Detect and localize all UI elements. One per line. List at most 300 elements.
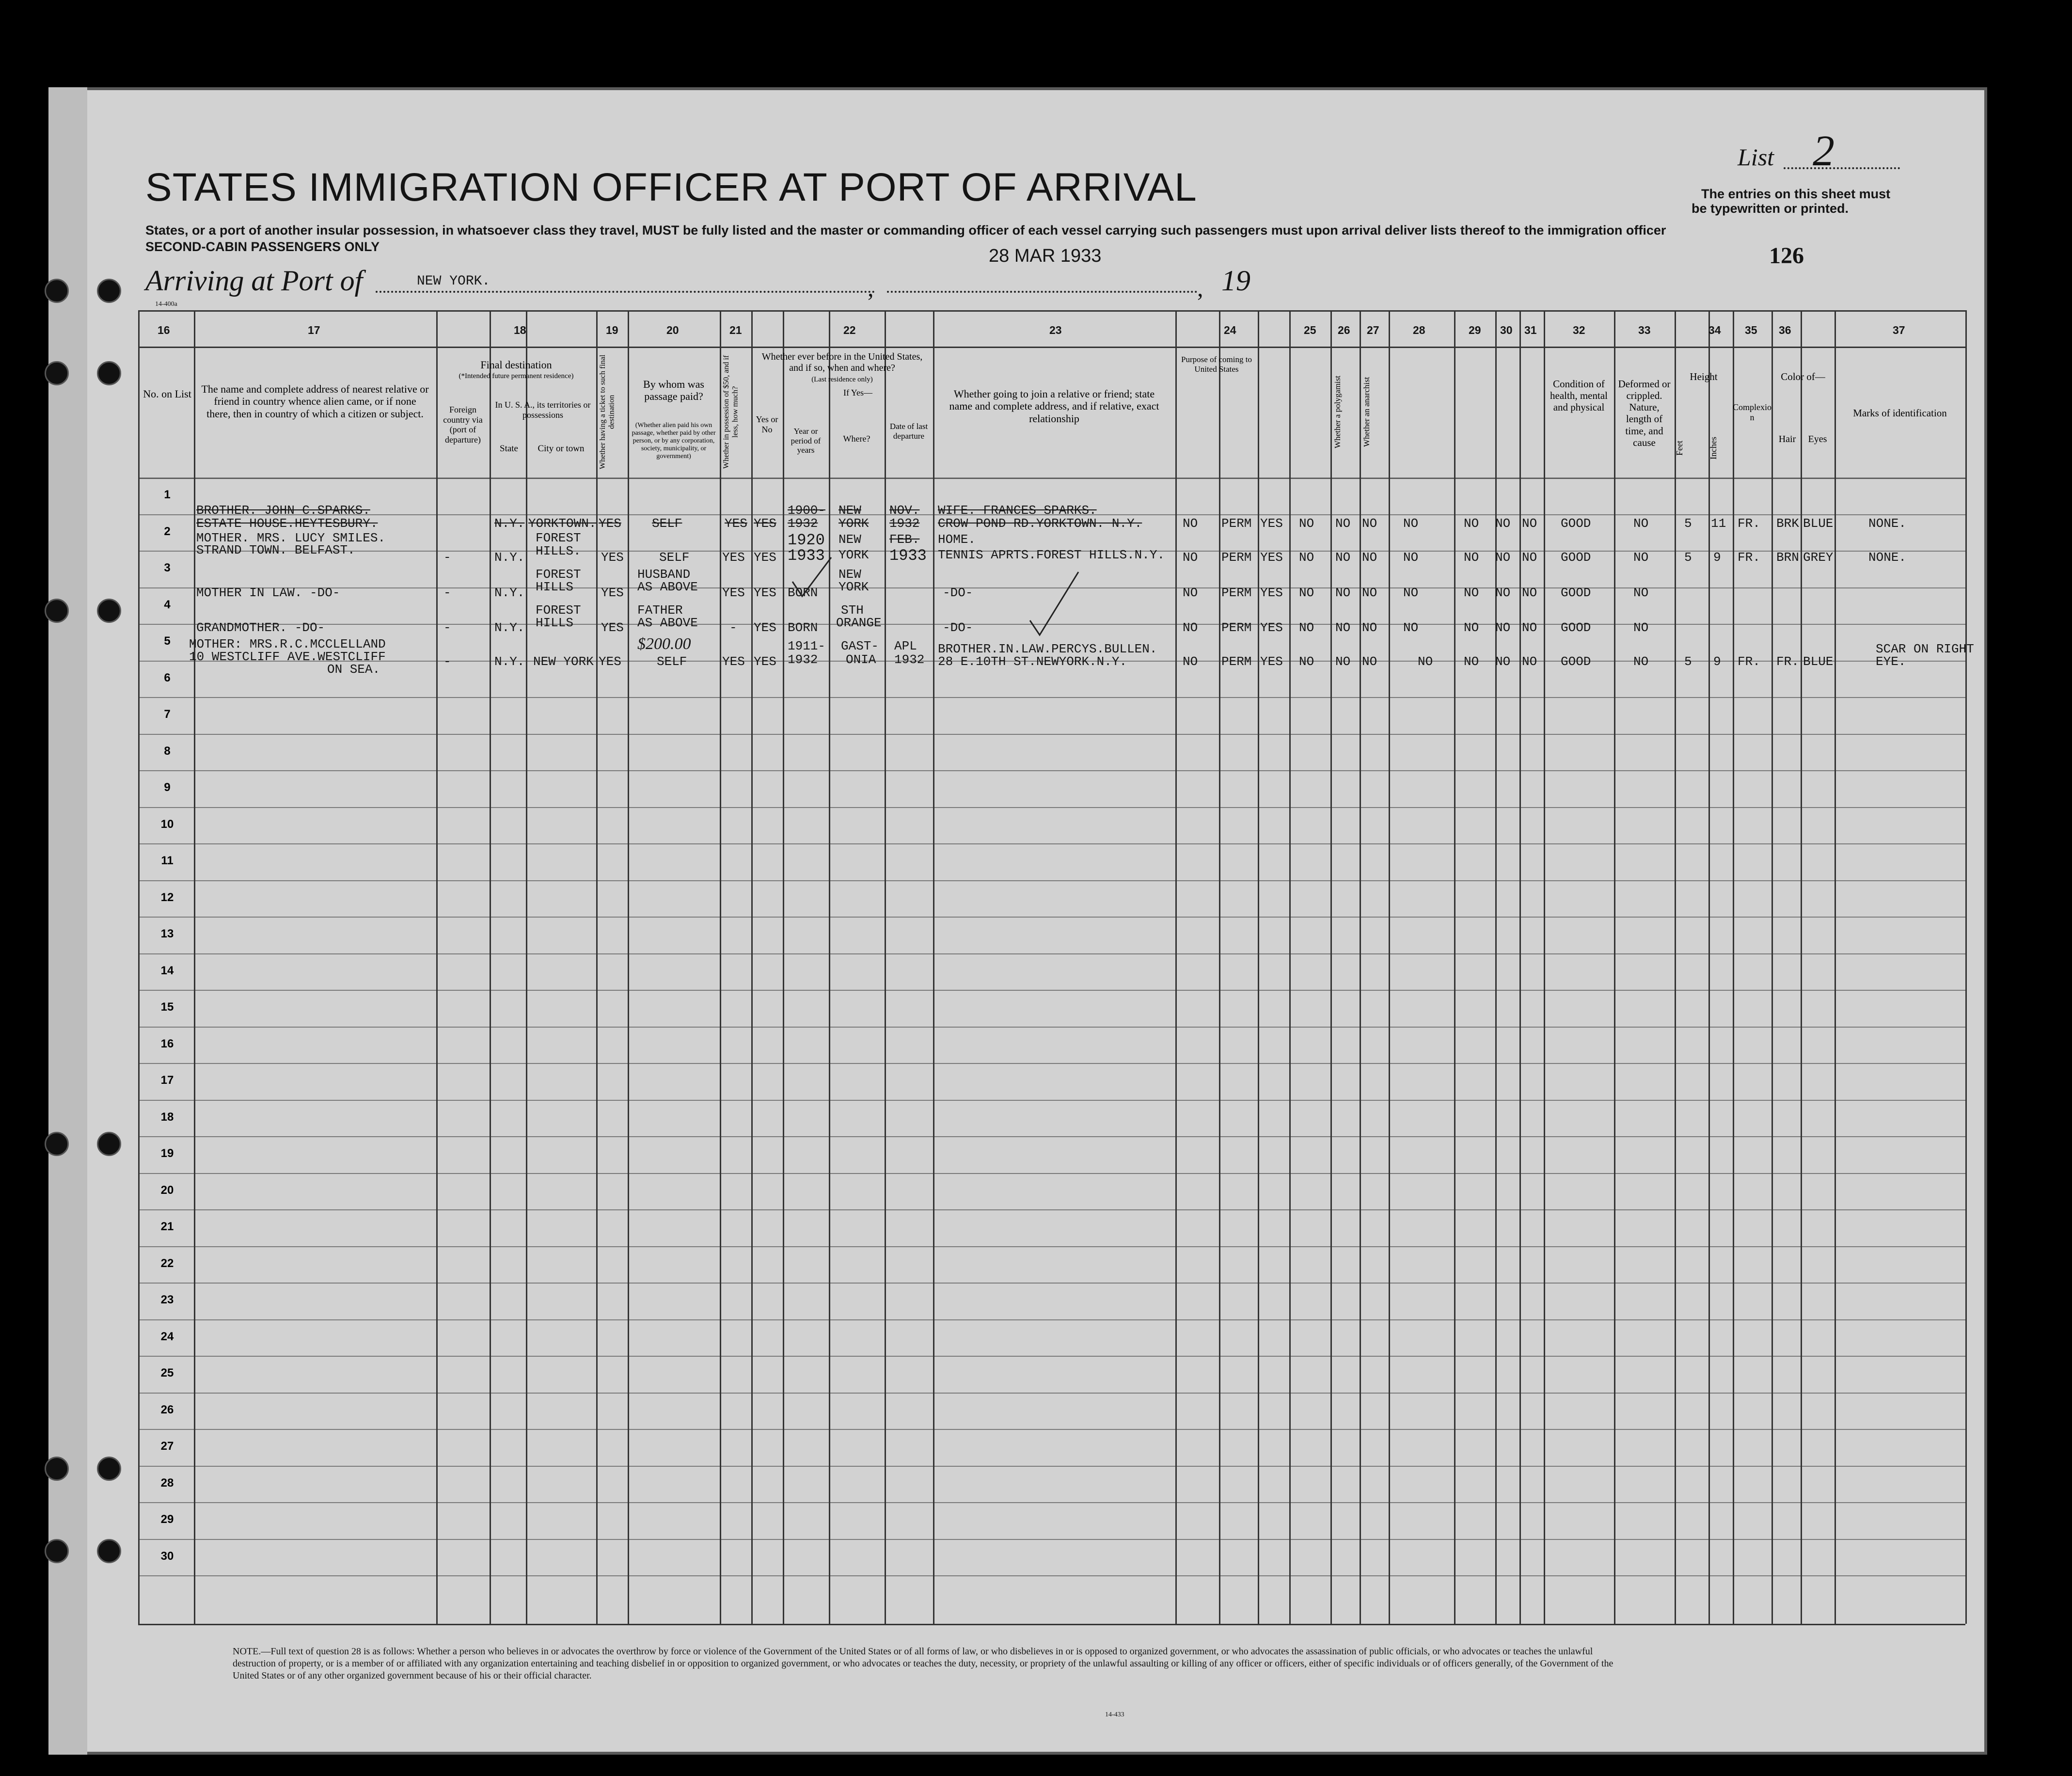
height-feet: 5: [1684, 654, 1692, 669]
col-number: 37: [1893, 324, 1905, 336]
where: NEW: [838, 567, 861, 582]
form-code: 14-400a: [155, 301, 177, 308]
dest-city: YORKTOWN.: [528, 516, 597, 531]
header-ticket: Whether having a ticket to such final destination: [599, 354, 616, 470]
deformed: NO: [1633, 516, 1649, 531]
eye-color: GREY: [1803, 550, 1834, 565]
passage-paid: SELF: [657, 654, 687, 669]
ticket: YES: [599, 654, 621, 669]
passage-paid: HUSBAND: [637, 567, 691, 582]
col-number: 23: [1049, 324, 1062, 336]
row-line: [138, 1539, 1965, 1540]
dest-city: HILLS: [536, 616, 574, 630]
row-number: 14: [160, 964, 174, 977]
c29: NO: [1464, 620, 1479, 635]
passage-paid: SELF: [652, 516, 682, 531]
col-number: 29: [1469, 324, 1481, 336]
row-number: 5: [164, 634, 171, 648]
row-number: 8: [164, 744, 171, 758]
join-relative: BROTHER.IN.LAW.PERCYS.BULLEN.: [938, 642, 1157, 656]
c25: NO: [1299, 620, 1314, 635]
c28: NO: [1403, 620, 1419, 635]
fifty-dollars: YES: [725, 516, 747, 531]
header-hair: Hair: [1778, 434, 1796, 444]
c24c: YES: [1260, 654, 1283, 669]
row-number: 29: [160, 1513, 174, 1526]
punch-hole: [45, 599, 69, 623]
departure-date: APL: [894, 639, 917, 653]
passage-paid: FATHER: [637, 603, 683, 618]
c31: NO: [1522, 550, 1537, 565]
header-marks: Marks of identification: [1853, 407, 1947, 419]
col-number: 18: [514, 324, 526, 336]
header-purpose: Purpose of coming to United States: [1181, 355, 1252, 374]
row-number: 13: [160, 927, 174, 940]
header-final-destination-sub: (*Intended future permanent residence): [459, 372, 574, 380]
c30: NO: [1495, 586, 1511, 600]
foreign-country: -: [443, 620, 451, 635]
c24c: YES: [1260, 516, 1283, 531]
footer-code: 14-433: [1105, 1711, 1124, 1718]
where: YORK: [838, 516, 869, 531]
punch-hole: [45, 1457, 69, 1481]
c24a: NO: [1183, 586, 1198, 600]
list-number: 2: [1813, 127, 1835, 175]
col-number: 35: [1745, 324, 1757, 336]
c27: NO: [1362, 516, 1377, 531]
hair-color: BRN: [1776, 550, 1799, 565]
c24b: PERM: [1221, 516, 1252, 531]
foreign-country: -: [443, 654, 451, 669]
entries-note-2: be typewritten or printed.: [1692, 201, 1849, 216]
punch-hole: [45, 361, 69, 385]
row-number: 21: [160, 1220, 174, 1233]
row-line: [138, 1173, 1965, 1174]
row-line: [138, 1283, 1965, 1284]
height-feet: 5: [1684, 516, 1692, 531]
c26: NO: [1335, 654, 1351, 669]
departure-date: 1932: [894, 652, 925, 667]
row-line: [138, 990, 1965, 991]
c27: NO: [1362, 654, 1377, 669]
c24c: YES: [1260, 586, 1283, 600]
row-number: 26: [160, 1403, 174, 1416]
relative-address: MOTHER IN LAW. -DO-: [196, 586, 340, 600]
row-number: 24: [160, 1330, 174, 1343]
header-city: City or town: [538, 444, 585, 454]
date-stamp: 28 MAR 1933: [989, 246, 1102, 266]
where: NEW: [838, 532, 861, 547]
marks: NONE.: [1868, 550, 1907, 565]
deformed: NO: [1633, 550, 1649, 565]
c28: NO: [1403, 516, 1419, 531]
relative-address: BROTHER. JOHN C.SPARKS.: [196, 503, 370, 518]
years: 1933: [788, 547, 825, 565]
join-relative: CROW POND RD.YORKTOWN. N.Y.: [938, 516, 1142, 531]
c27: NO: [1362, 550, 1377, 565]
c25: NO: [1299, 550, 1314, 565]
col-number: 19: [606, 324, 618, 336]
relative-address: GRANDMOTHER. -DO-: [196, 620, 325, 635]
eye-color: BLUE: [1803, 516, 1834, 531]
dest-state: N.Y.: [494, 516, 525, 531]
port-line: [376, 291, 875, 293]
header-if-yes: If Yes—: [843, 388, 872, 397]
col-number: 26: [1338, 324, 1350, 336]
row-number: 28: [160, 1476, 174, 1490]
dest-city: FOREST: [536, 603, 581, 618]
fifty-dollars: YES: [722, 550, 745, 565]
deformed: NO: [1633, 586, 1649, 600]
col-number: 34: [1708, 324, 1721, 336]
marks: SCAR ON RIGHT: [1876, 642, 1974, 656]
where: YORK: [838, 548, 869, 562]
c24b: PERM: [1221, 550, 1252, 565]
row-number: 19: [160, 1147, 174, 1160]
c28: NO: [1403, 586, 1419, 600]
row-number: 6: [164, 671, 171, 684]
row-number: 11: [161, 854, 174, 867]
hair-color: FR.: [1776, 654, 1799, 669]
c31: NO: [1522, 654, 1537, 669]
c29: NO: [1464, 586, 1479, 600]
departure-date: 1932: [889, 516, 920, 531]
header-passage-paid: By whom was passage paid?: [643, 378, 704, 403]
complexion: FR.: [1738, 516, 1760, 531]
c24a: NO: [1183, 550, 1198, 565]
marks: NONE.: [1868, 516, 1907, 531]
header-inches: Inches: [1708, 437, 1718, 460]
dest-city: FOREST: [536, 531, 581, 545]
foreign-country: -: [443, 586, 451, 600]
instruction-text: States, or a port of another insular possession, in whatsoever class they travel, MUST be fully listed and the master or commanding officer of each vessel carrying such passengers must upon arrival deliver lists thereof to the immigration officer: [145, 223, 1666, 238]
c24c: YES: [1260, 550, 1283, 565]
page-number: 126: [1769, 243, 1804, 269]
row-line: [138, 1466, 1965, 1467]
row-line: [138, 697, 1965, 698]
col-number: 25: [1304, 324, 1316, 336]
year-prefix: 19: [1221, 265, 1250, 297]
c29: NO: [1464, 654, 1479, 669]
dest-city: HILLS.: [536, 544, 581, 558]
c25: NO: [1299, 586, 1314, 600]
row-number: 1: [164, 488, 171, 501]
col-number: 24: [1224, 324, 1236, 336]
row-line: [138, 1100, 1965, 1101]
passage-paid: AS ABOVE: [637, 616, 698, 630]
check-mark: [1025, 567, 1088, 640]
years: 1932: [788, 516, 818, 531]
row-line: [138, 770, 1965, 771]
row-number: 25: [160, 1366, 174, 1380]
passage-paid: SELF: [659, 550, 690, 565]
dest-city: FOREST: [536, 567, 581, 582]
c27: NO: [1362, 586, 1377, 600]
join-relative: HOME.: [938, 532, 976, 547]
row-number: 22: [160, 1256, 174, 1270]
row-number: 4: [164, 598, 171, 611]
ever-before: YES: [754, 654, 776, 669]
years: 1911-: [788, 639, 826, 653]
foreign-country: -: [443, 550, 451, 565]
height-inches: 9: [1713, 654, 1721, 669]
punch-hole: [97, 361, 121, 385]
c30: NO: [1495, 516, 1511, 531]
health: GOOD: [1561, 654, 1591, 669]
row-number: 10: [160, 817, 174, 831]
row-line: [138, 1502, 1965, 1503]
col-number: 33: [1638, 324, 1651, 336]
years: BORN: [788, 620, 818, 635]
col-number: 28: [1413, 324, 1425, 336]
relative-address: ESTATE HOUSE.HEYTESBURY.: [196, 516, 378, 531]
c28: NO: [1418, 654, 1433, 669]
departure-date: FEB.: [889, 532, 920, 547]
join-relative: 28 E.10TH ST.NEWYORK.N.Y.: [938, 654, 1127, 669]
join-relative: WIFE. FRANCES SPARKS.: [938, 503, 1097, 518]
row-number: 3: [164, 561, 171, 574]
row-number: 30: [160, 1549, 174, 1563]
punch-hole: [45, 1132, 69, 1156]
row-number: 15: [160, 1000, 174, 1014]
row-number: 9: [164, 781, 171, 794]
hair-color: BRK: [1776, 516, 1799, 531]
join-relative: -DO-: [943, 620, 973, 635]
row-line: [138, 1246, 1965, 1247]
ticket: YES: [601, 620, 624, 635]
c29: NO: [1464, 550, 1479, 565]
header-health: Condition of health, mental and physical: [1550, 378, 1608, 413]
ever-before: YES: [754, 586, 776, 600]
c25: NO: [1299, 654, 1314, 669]
row-line: [138, 1209, 1965, 1210]
c24a: NO: [1183, 620, 1198, 635]
relative-address: ON SEA.: [327, 662, 380, 677]
row-line: [138, 807, 1965, 808]
where: ONIA: [846, 652, 876, 667]
row-line: [138, 1319, 1965, 1320]
row-number: 16: [160, 1037, 174, 1050]
departure-date: 1933: [889, 547, 927, 565]
footnote: NOTE.—Full text of question 28 is as follows: Whether a person who believes in or advocates the overthrow by force or violence of the Government of the United States or of all forms of law, or who disbelieves in or is opposed to organized government, or who advocates the assassination of public officials, or who advocates or teaches the unlawful destruction of property, or is a member of or affiliated with any organization entertaining and teaching disbelief in or opposition to organized government, or who advocates or teaches the duty, necessity, or propriety of the unlawful assaulting or killing of any officer or officers, either of specific individuals or of officers generally, of the Government of the United States or of any other organized government because of his or their official character.: [233, 1646, 1613, 1681]
c24c: YES: [1260, 620, 1283, 635]
punch-hole: [97, 279, 121, 303]
list-number-line: [1784, 167, 1900, 169]
header-feet: Feet: [1675, 441, 1684, 456]
c24a: NO: [1183, 654, 1198, 669]
row-line: [138, 953, 1965, 954]
c28: NO: [1403, 550, 1419, 565]
col-number: 30: [1500, 324, 1513, 336]
row-line: [138, 1027, 1965, 1028]
row-number: 7: [164, 708, 171, 721]
deformed: NO: [1633, 620, 1649, 635]
ever-before: YES: [754, 550, 776, 565]
c30: NO: [1495, 550, 1511, 565]
passage-paid: AS ABOVE: [637, 580, 698, 594]
ticket: YES: [599, 516, 621, 531]
header-list-number: No. on List: [143, 388, 191, 400]
c27: NO: [1362, 620, 1377, 635]
years: 1932: [788, 652, 818, 667]
header-year: Year or period of years: [791, 427, 821, 455]
c26: NO: [1335, 620, 1351, 635]
header-state: State: [500, 444, 518, 454]
row-line: [138, 843, 1965, 844]
header-ever-before: Whether ever before in the United States, and if so, when and where?: [761, 351, 923, 373]
comma-mark: ,: [868, 274, 874, 301]
row-number: 27: [160, 1440, 174, 1453]
join-relative: TENNIS APRTS.FOREST HILLS.N.Y.: [938, 548, 1165, 562]
where: STH: [841, 603, 864, 618]
row-line: [138, 477, 1965, 478]
c26: NO: [1335, 586, 1351, 600]
where: YORK: [838, 580, 869, 594]
col-number: 32: [1573, 324, 1585, 336]
c31: NO: [1522, 586, 1537, 600]
row-number: 17: [160, 1074, 174, 1087]
dest-state: N.Y.: [494, 586, 525, 600]
date-line: [887, 291, 1197, 293]
dest-state: N.Y.: [494, 550, 525, 565]
health: GOOD: [1561, 516, 1591, 531]
punch-hole: [45, 279, 69, 303]
dest-city: HILLS: [536, 580, 574, 594]
header-yes-no: Yes or No: [756, 414, 778, 434]
row-line: [138, 917, 1965, 918]
fifty-dollars: YES: [722, 586, 745, 600]
marks: EYE.: [1876, 654, 1906, 669]
ticket: YES: [601, 586, 624, 600]
check-mark: [783, 553, 841, 616]
header-polygamist: Whether a polygamist: [1333, 375, 1342, 449]
passage-amount-handwritten: $200.00: [637, 635, 691, 653]
row-line: [138, 1393, 1965, 1394]
row-number: 12: [160, 890, 174, 904]
c24b: PERM: [1221, 620, 1252, 635]
ever-before: YES: [754, 516, 776, 531]
height-inches: 11: [1711, 516, 1726, 531]
row-line: [138, 1356, 1965, 1357]
header-anarchist: Whether an anarchist: [1362, 377, 1371, 447]
years: 1920: [788, 531, 825, 549]
c24a: NO: [1183, 516, 1198, 531]
row-line: [138, 1575, 1965, 1576]
punch-hole: [97, 599, 121, 623]
col-number: 20: [666, 324, 679, 336]
header-usa: In U. S. A., its territories or possessions: [495, 400, 591, 420]
c26: NO: [1335, 516, 1351, 531]
row-number: 18: [160, 1110, 174, 1124]
header-relative: The name and complete address of nearest relative or friend in country whence alien came, or if none there, then in country of which a citizen or subject.: [201, 383, 429, 420]
col-number: 31: [1524, 324, 1537, 336]
c26: NO: [1335, 550, 1351, 565]
col-number: 36: [1779, 324, 1791, 336]
where: GAST-: [841, 639, 879, 653]
ever-before: YES: [754, 620, 776, 635]
header-foreign-country: Foreign country via (port of departure): [443, 405, 483, 445]
list-label: List: [1738, 143, 1774, 171]
punch-hole: [97, 1132, 121, 1156]
dest-state: N.Y.: [494, 620, 525, 635]
row-line: [138, 1136, 1965, 1137]
header-departure-date: Date of last departure: [889, 422, 928, 441]
row-line: [138, 734, 1965, 735]
years: 1900-: [788, 503, 826, 518]
health: GOOD: [1561, 586, 1591, 600]
c30: NO: [1495, 620, 1511, 635]
c29: NO: [1464, 516, 1479, 531]
c24b: PERM: [1221, 586, 1252, 600]
manifest-table: [138, 310, 1974, 1624]
c31: NO: [1522, 516, 1537, 531]
header-deformed: Deformed or crippled. Nature, length of time, and cause: [1618, 378, 1671, 448]
col-number: 22: [843, 324, 856, 336]
where: NEW: [838, 503, 861, 518]
col-number: 21: [729, 324, 742, 336]
header-color: Color of—: [1781, 371, 1825, 382]
health: GOOD: [1561, 550, 1591, 565]
departure-date: NOV.: [889, 503, 920, 518]
ticket: YES: [601, 550, 624, 565]
cabin-class: SECOND-CABIN PASSENGERS ONLY: [145, 239, 380, 254]
col-number: 27: [1367, 324, 1379, 336]
arriving-label: Arriving at Port of: [145, 265, 363, 297]
binding-edge: [48, 87, 87, 1755]
header-complexion: Complexion: [1733, 402, 1771, 422]
header-passage-paid-sub: (Whether alien paid his own passage, whether paid by other person, or by any corporation, society, municipality, or government): [632, 422, 716, 460]
row-number: 20: [160, 1183, 174, 1197]
years: BORN: [788, 586, 818, 600]
header-where: Where?: [843, 434, 870, 444]
complexion: FR.: [1738, 654, 1760, 669]
deformed: NO: [1633, 654, 1649, 669]
height-feet: 5: [1684, 550, 1692, 565]
complexion: FR.: [1738, 550, 1760, 565]
header-join-relative: Whether going to join a relative or friend; state name and complete address, and if relative, exact relationship: [949, 388, 1159, 425]
dest-city: NEW YORK: [533, 654, 594, 669]
header-ever-before-sub: (Last residence only): [811, 376, 873, 383]
c31: NO: [1522, 620, 1537, 635]
height-inches: 9: [1713, 550, 1721, 565]
punch-hole: [97, 1457, 121, 1481]
col-number: 16: [158, 324, 170, 336]
join-relative: -DO-: [943, 586, 973, 600]
row-number: 2: [164, 524, 171, 538]
punch-hole: [45, 1539, 69, 1563]
punch-hole: [97, 1539, 121, 1563]
c24b: PERM: [1221, 654, 1252, 669]
header-final-destination: Final destination: [480, 359, 552, 371]
eye-color: BLUE: [1803, 654, 1834, 669]
where: ORANGE: [836, 616, 882, 630]
relative-address: MOTHER. MRS. LUCY SMILES.: [196, 531, 386, 545]
fifty-dollars: -: [729, 620, 737, 635]
col-number: 17: [308, 324, 320, 336]
entries-note-1: The entries on this sheet must: [1701, 187, 1891, 201]
c25: NO: [1299, 516, 1314, 531]
header-eyes: Eyes: [1808, 434, 1827, 444]
row-number: 23: [160, 1293, 174, 1306]
header-fifty-dollars: Whether in possession of $50, and if less, how much?: [722, 355, 740, 469]
header-height: Height: [1690, 371, 1718, 382]
dest-state: N.Y.: [494, 654, 525, 669]
fifty-dollars: YES: [722, 654, 745, 669]
row-line: [138, 1063, 1965, 1064]
comma-mark: ,: [1197, 274, 1203, 301]
port-of-arrival: NEW YORK.: [417, 274, 490, 289]
row-line: [138, 1429, 1965, 1430]
